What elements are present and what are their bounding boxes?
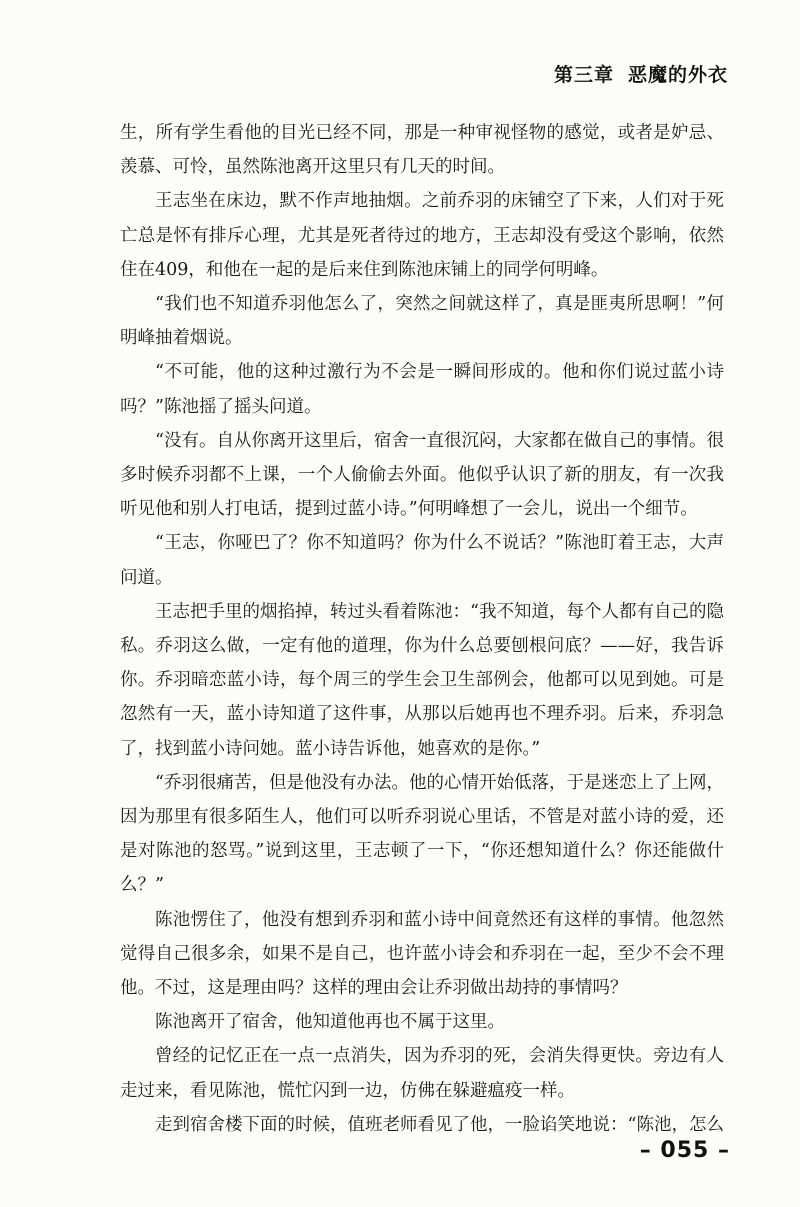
paragraph: “我们也不知道乔羽他怎么了，突然之间就这样了，真是匪夷所思啊！”何明峰抽着烟说。 (120, 294, 724, 349)
paragraph: 陈池离开了宿舍，他知道他再也不属于这里。 (155, 1012, 505, 1033)
paragraph: 王志把手里的烟掐掉，转过头看着陈池：“我不知道，每个人都有自己的隐私。乔羽这么做，一定有他的道理，你为什么总要刨根问底？——好，我告诉你。乔羽暗恋蓝小诗，每个周三的学生会卫生部例会，他都可以见到她。可是忽然有一天，蓝小诗知道了这件事，从那以后她再也不理乔羽。后来，乔羽急了，找到蓝小诗问她。蓝小诗告诉他，她喜欢的是你。” (120, 601, 724, 759)
paragraph: 生，所有学生看他的目光已经不同，那是一种审视怪物的感觉，或者是妒忌、羡慕、可怜，虽然陈池离开这里只有几天的时间。 (120, 123, 724, 178)
paragraph: 曾经的记忆正在一点一点消失，因为乔羽的死，会消失得更快。旁边有人走过来，看见陈池，慌忙闪到一边，仿佛在躲避瘟疫一样。 (120, 1046, 724, 1101)
paragraph: 王志坐在床边，默不作声地抽烟。之前乔羽的床铺空了下来，人们对于死亡总是怀有排斥心理，尤其是死者待过的地方，王志却没有受这个影响，依然住在409，和他在一起的是后来住到陈池床铺上的同学何明峰。 (120, 191, 724, 280)
paragraph: “王志，你哑巴了？你不知道吗？你为什么不说话？”陈池盯着王志，大声问道。 (120, 533, 724, 588)
paragraph: “没有。自从你离开这里后，宿舍一直很沉闷，大家都在做自己的事情。很多时候乔羽都不上课，一个人偷偷去外面。他似乎认识了新的朋友，有一次我听见他和别人打电话，提到过蓝小诗。”何明峰想了一会儿，说出一个细节。 (120, 430, 724, 520)
chapter-title: 恶魔的外衣 (627, 64, 728, 86)
paragraph: “乔羽很痛苦，但是他没有办法。他的心情开始低落，于是迷恋上了上网，因为那里有很多陌生人，他们可以听乔羽说心里话，不管是对蓝小诗的爱，还是对陈池的怒骂。”说到这里，王志顿了一下，“你还想知道什么？你还能做什么？” (120, 772, 724, 896)
chapter-number: 第三章 (553, 64, 614, 86)
paragraph: 走到宿舍楼下面的时候，值班老师看见了他，一脸谄笑地说：“陈池，怎么 (155, 1114, 724, 1135)
page-number: – 055 – (639, 1138, 730, 1163)
body-text (120, 116, 724, 1142)
running-head (554, 60, 728, 87)
paragraph: “不可能，他的这种过激行为不会是一瞬间形成的。他和你们说过蓝小诗吗？”陈池摇了摇头问道。 (120, 362, 724, 417)
paragraph: 陈池愣住了，他没有想到乔羽和蓝小诗中间竟然还有这样的事情。他忽然觉得自己很多余，如果不是自己，也许蓝小诗会和乔羽在一起，至少不会不理他。不过，这是理由吗？这样的理由会让乔羽做出劫持的事情吗？ (120, 909, 724, 999)
